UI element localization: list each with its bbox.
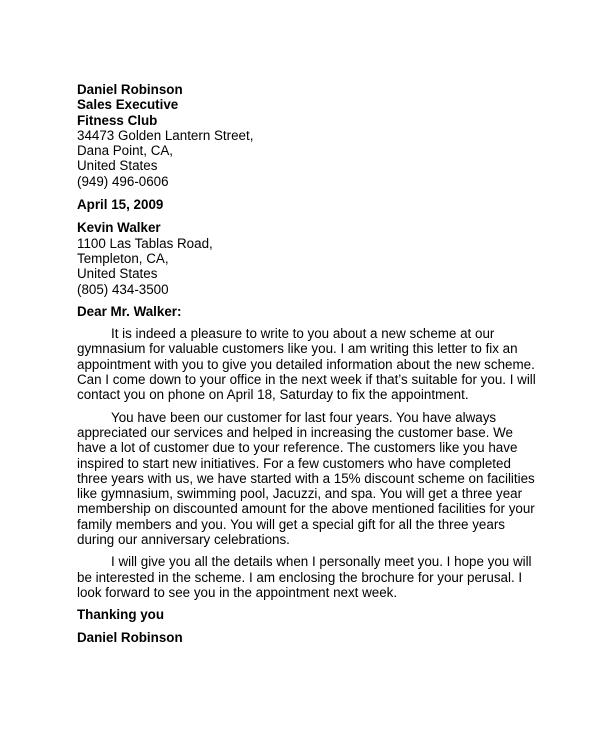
- paragraph-line: look forward to see you in the appointment next week.: [77, 584, 398, 600]
- sender-address-line: Dana Point, CA,: [77, 143, 174, 159]
- paragraph-line: membership on discounted amount for the above mentioned facilities for your: [77, 501, 535, 517]
- paragraph-line: be interested in the scheme. I am enclosing the brochure for your perusal. I: [77, 569, 523, 585]
- recipient-address-line: Templeton, CA,: [77, 250, 169, 266]
- sender-address-line: 34473 Golden Lantern Street,: [77, 127, 254, 143]
- paragraph-line: appreciated our services and helped in increasing the customer base. We: [77, 424, 513, 440]
- recipient-block: [77, 220, 529, 296]
- paragraph-line: during our anniversary celebrations.: [77, 532, 290, 548]
- sender-name: Daniel Robinson: [77, 82, 183, 97]
- paragraph-3: [77, 554, 532, 600]
- recipient-name: Kevin Walker: [77, 220, 161, 236]
- sender-company: Fitness Club: [77, 112, 158, 128]
- paragraph-1: [77, 326, 536, 403]
- sender-block: [77, 82, 529, 189]
- paragraph-line: I will give you all the details when I personally meet you. I hope you will: [111, 554, 532, 570]
- paragraph-line: like gymnasium, swimming pool, Jacuzzi, and spa. You will get a three year: [77, 486, 523, 502]
- paragraph-line: family members and you. You will get a special gift for all the three years: [77, 516, 505, 532]
- paragraph-line: It is indeed a pleasure to write to you about a new scheme at our: [111, 326, 495, 342]
- letter-date: April 15, 2009: [77, 197, 164, 213]
- closing: Thanking you: [77, 607, 165, 623]
- recipient-phone: (805) 434-3500: [77, 281, 169, 297]
- paragraph-2: [77, 409, 535, 548]
- paragraph-line: Can I come down to your office in the next week if that’s suitable for you. I will: [77, 372, 536, 388]
- signature-name: Daniel Robinson: [77, 629, 183, 645]
- paragraph-line: appointment with you to give you detailed information about the new scheme.: [77, 356, 535, 372]
- paragraph-line: You have been our customer for last four years. You have always: [111, 409, 497, 425]
- sender-address-line: United States: [77, 158, 158, 174]
- salutation: Dear Mr. Walker:: [77, 303, 182, 319]
- recipient-address-line: United States: [77, 266, 158, 282]
- paragraph-line: have a lot of customer due to your reference. The customers like you have: [77, 440, 518, 456]
- paragraph-line: three years with us, we have started with a 15% discount scheme on facilities: [77, 470, 535, 486]
- paragraph-line: contact you on phone on April 18, Saturday to fix the appointment.: [77, 387, 469, 403]
- recipient-address-line: 1100 Las Tablas Road,: [77, 235, 213, 251]
- letter-body: [77, 82, 536, 645]
- paragraph-line: inspired to start new initiatives. For a few customers who have completed: [77, 455, 511, 471]
- sender-title: Sales Executive: [77, 97, 179, 113]
- paragraph-line: gymnasium for valuable customers like you. I am writing this letter to fix an: [77, 341, 518, 357]
- sender-phone: (949) 496-0606: [77, 173, 169, 189]
